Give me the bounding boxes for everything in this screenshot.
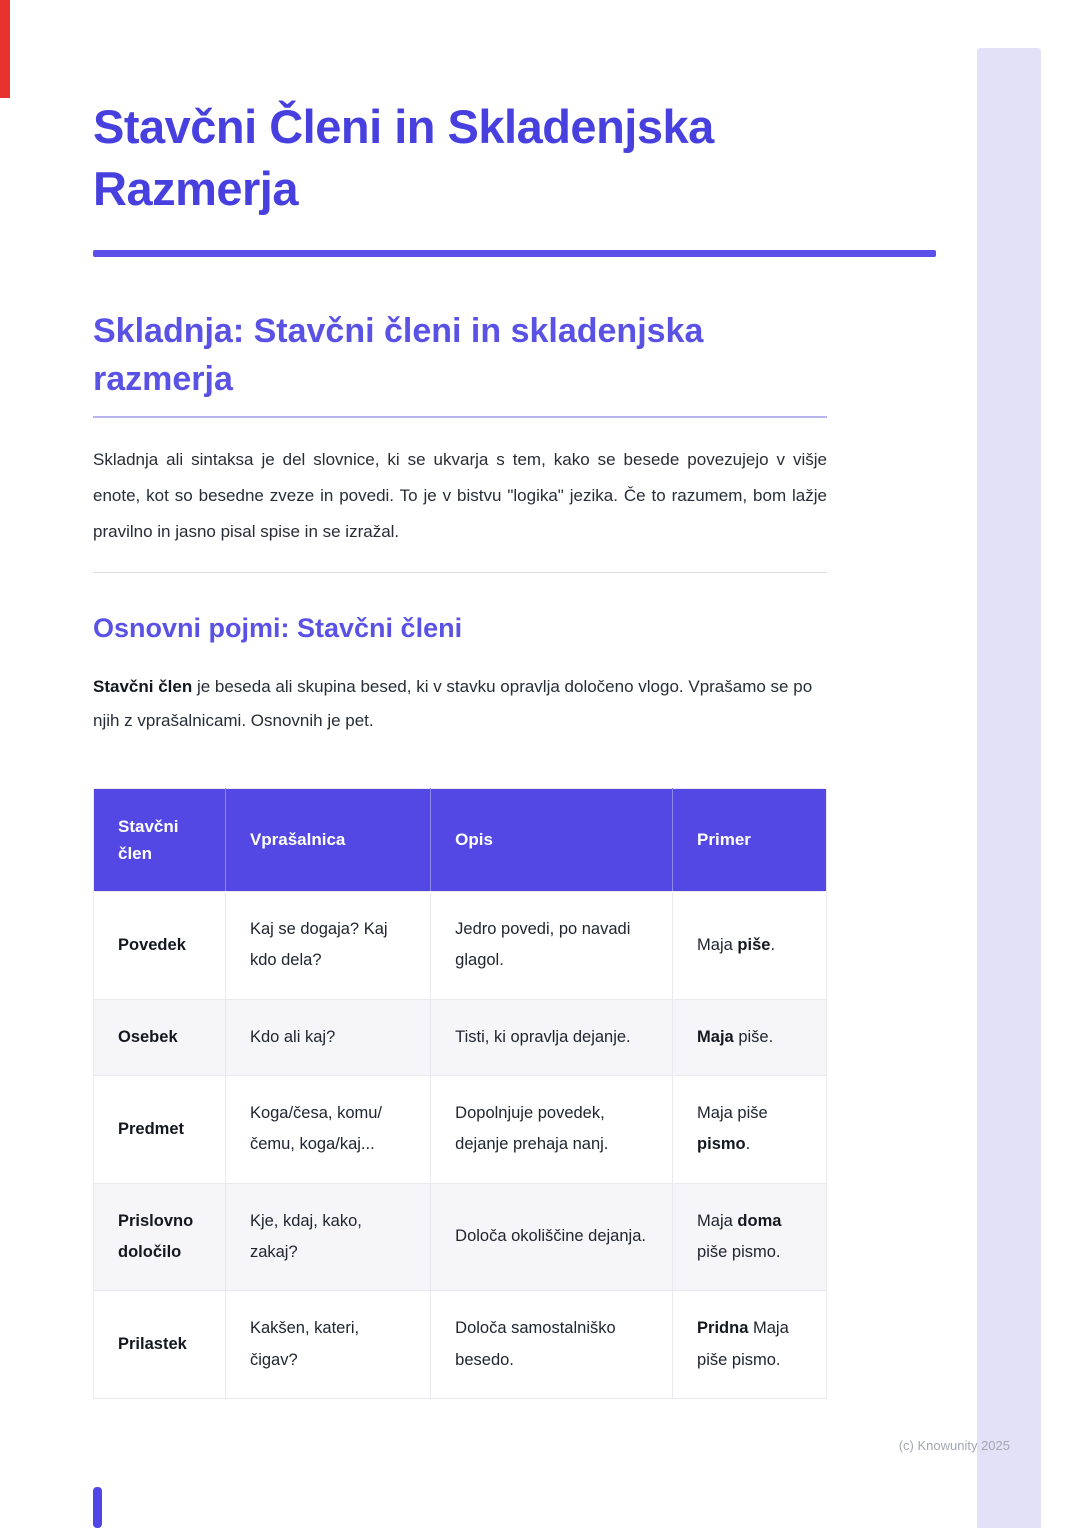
- table-cell: Določa samostalniško besedo.: [431, 1291, 673, 1399]
- table-cell: Maja doma piše pismo.: [673, 1183, 827, 1291]
- table-row: [94, 999, 827, 1075]
- bold-text: Predmet: [118, 1119, 185, 1138]
- table-cell: Tisti, ki opravlja dejanje.: [431, 999, 673, 1075]
- page-title: Stavčni Členi in Skladenjska Razmerja: [93, 100, 714, 216]
- next-section-marker: [93, 1487, 102, 1528]
- bold-text: Prislovno določilo: [118, 1211, 194, 1262]
- table-cell: [94, 1291, 226, 1399]
- table-cell: Kaj se dogaja? Kaj kdo dela?: [225, 891, 430, 999]
- lead-paragraph: Stavčni člen je beseda ali skupina besed, ki v stavku opravlja določeno vlogo. Vprašamo se po njih z vprašalnicami. Osnovnih je pet.: [93, 676, 813, 730]
- table-cell: Maja piše.: [673, 999, 827, 1075]
- bold-text: pismo: [697, 1135, 746, 1154]
- section-heading: Skladnja: Stavčni členi in skladenjska razmerja: [93, 312, 704, 399]
- bold-text: Pridna: [697, 1319, 749, 1338]
- table-cell: Koga/česa, komu/čemu, koga/kaj...: [225, 1076, 430, 1184]
- copyright-text: (c) Knowunity 2025: [898, 1438, 1010, 1453]
- bold-text: doma: [737, 1211, 782, 1230]
- table-cell: Kakšen, kateri, čigav?: [225, 1291, 430, 1399]
- table-header-cell: Opis: [431, 788, 673, 891]
- bold-text: Osebek: [118, 1027, 178, 1046]
- table-header-row: [94, 788, 827, 891]
- table-cell: Kdo ali kaj?: [225, 999, 430, 1075]
- table-cell: [94, 1076, 226, 1184]
- table-header: [94, 788, 827, 891]
- table-cell: Kje, kdaj, kako, zakaj?: [225, 1183, 430, 1291]
- table-header-cell: Stavčni člen: [94, 788, 226, 891]
- table-cell: Dopolnjuje povedek, dejanje prehaja nanj.: [431, 1076, 673, 1184]
- table-cell: Pridna Maja piše pismo.: [673, 1291, 827, 1399]
- bold-text: Maja: [697, 1027, 734, 1046]
- table-cell: Maja piše pismo.: [673, 1076, 827, 1184]
- red-accent-bar: [0, 0, 10, 98]
- table-cell: Določa okoliščine dejanja.: [431, 1183, 673, 1291]
- bold-text: Prilastek: [118, 1335, 187, 1354]
- table-header-cell: Vprašalnica: [225, 788, 430, 891]
- table-row: [94, 1291, 827, 1399]
- table-row: [94, 1076, 827, 1184]
- table-row: [94, 891, 827, 999]
- table-cell: [94, 1183, 226, 1291]
- page-edge-strip: [977, 48, 1041, 1528]
- bold-text: Povedek: [118, 935, 186, 954]
- sentence-elements-table: [93, 788, 827, 1399]
- table-cell: [94, 999, 226, 1075]
- bold-text: Stavčni člen: [93, 676, 193, 696]
- title-rule: [93, 250, 936, 257]
- section-heading-rule: [93, 416, 827, 418]
- table-cell: Maja piše.: [673, 891, 827, 999]
- table-cell: Jedro povedi, po navadi glagol.: [431, 891, 673, 999]
- content-column: [93, 0, 936, 1399]
- section-divider: [93, 572, 827, 573]
- table-row: [94, 1183, 827, 1291]
- intro-paragraph: Skladnja ali sintaksa je del slovnice, ki se ukvarja s tem, kako se besede povezujejo v višje enote, kot so besedne zveze in povedi. To je v bistvu "logika" jezika. Če to razumem, bom lažje pravilno in jasno pisal spise in se izražal.: [93, 449, 827, 541]
- table-header-cell: Primer: [673, 788, 827, 891]
- table-cell: [94, 891, 226, 999]
- subsection-heading: Osnovni pojmi: Stavčni členi: [93, 612, 463, 643]
- table-body: [94, 891, 827, 1398]
- bold-text: piše: [737, 935, 771, 954]
